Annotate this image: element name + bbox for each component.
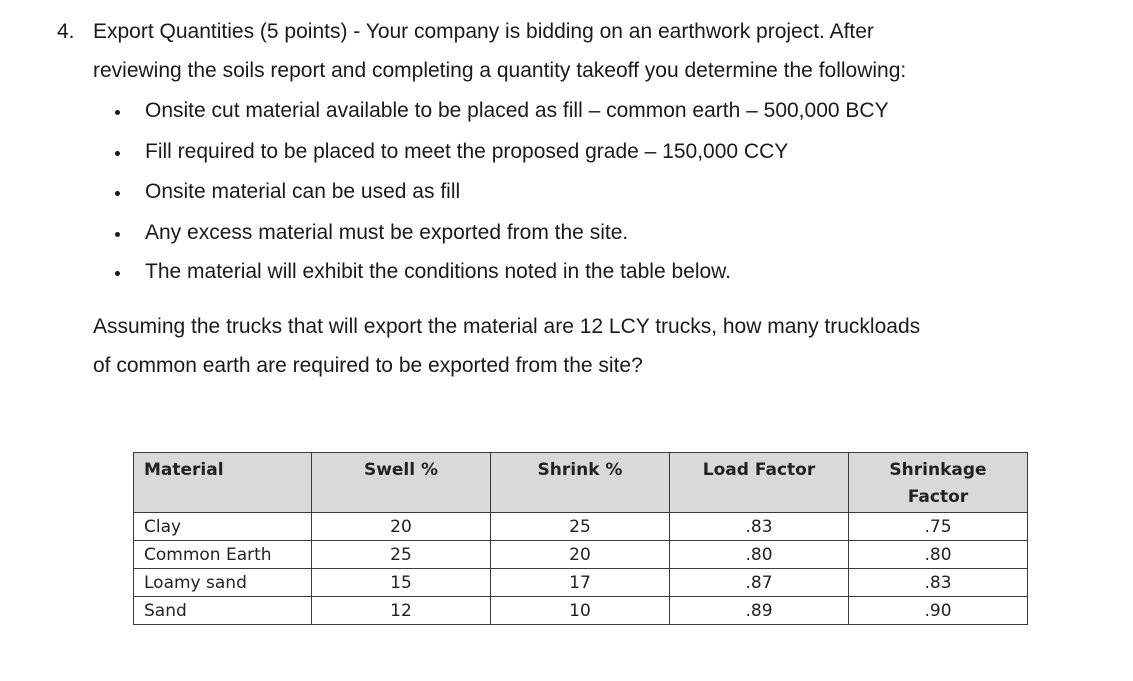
question-prompt-line-2: of common earth are required to be exported from the site? [93,354,643,377]
bullet-icon [115,232,120,237]
header-material: Material [134,453,312,513]
cell-swell: 20 [312,513,491,541]
cell-material: Sand [134,597,312,625]
list-item [0,260,1100,284]
cell-shrinkage-factor: .83 [849,569,1028,597]
header-shrinkage-factor-line-2: Factor [907,487,969,507]
table-row [134,597,1028,625]
header-shrinkage-factor [849,453,1028,513]
question-prompt-line-1: Assuming the trucks that will export the material are 12 LCY trucks, how many truckloads [93,315,921,338]
material-properties-table [133,452,1028,625]
list-item [0,140,1100,164]
table-header-row [134,453,1028,513]
list-item-text: Onsite material can be used as fill [145,180,461,203]
cell-shrink: 20 [491,541,670,569]
list-item [0,180,1100,204]
question-number: 4. [57,20,75,43]
table-row [134,569,1028,597]
cell-shrinkage-factor: .75 [849,513,1028,541]
table-row [134,513,1028,541]
list-item [0,99,1100,123]
list-item-text: Any excess material must be exported from the site. [145,221,629,244]
cell-shrinkage-factor: .80 [849,541,1028,569]
cell-swell: 15 [312,569,491,597]
question-intro-line-1: Export Quantities (5 points) - Your company is bidding on an earthwork project. After [93,20,874,43]
cell-material: Loamy sand [134,569,312,597]
header-swell: Swell % [312,453,491,513]
table-row [134,541,1028,569]
header-load-factor: Load Factor [670,453,849,513]
cell-load-factor: .80 [670,541,849,569]
cell-shrinkage-factor: .90 [849,597,1028,625]
header-shrink: Shrink % [491,453,670,513]
cell-material: Common Earth [134,541,312,569]
header-shrinkage-factor-line-1: Shrinkage [889,460,987,480]
cell-shrink: 25 [491,513,670,541]
cell-load-factor: .87 [670,569,849,597]
cell-swell: 12 [312,597,491,625]
list-item-text: Onsite cut material available to be placed as fill – common earth – 500,000 BCY [145,99,889,122]
list-item [0,221,1100,245]
cell-load-factor: .89 [670,597,849,625]
cell-swell: 25 [312,541,491,569]
bullet-icon [115,271,120,276]
list-item-text: The material will exhibit the conditions noted in the table below. [145,260,732,283]
question-intro-line-2: reviewing the soils report and completing a quantity takeoff you determine the following: [93,59,907,82]
cell-shrink: 10 [491,597,670,625]
bullet-icon [115,191,120,196]
list-item-text: Fill required to be placed to meet the proposed grade – 150,000 CCY [145,140,789,163]
bullet-icon [115,151,120,156]
cell-load-factor: .83 [670,513,849,541]
cell-material: Clay [134,513,312,541]
cell-shrink: 17 [491,569,670,597]
bullet-icon [115,110,120,115]
